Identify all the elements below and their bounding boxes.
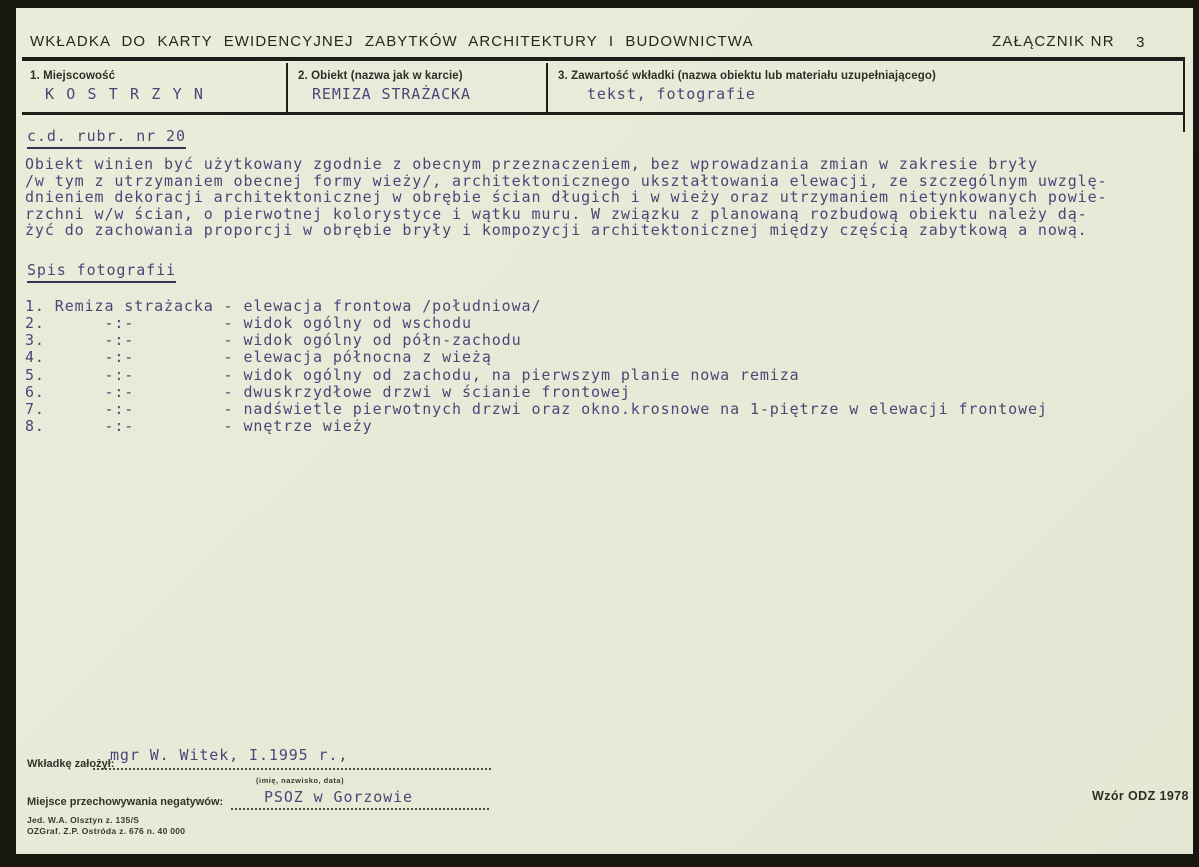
attachment-number [992,33,1146,50]
field-obiekt [286,63,546,112]
paragraph-line: żyć do zachowania proporcji w obrębie bryły i kompozycji architektonicznej między częścią zabytkową a nową. [25,221,1088,240]
photo-list-item: 4. -:- - elewacja północna z wieżą [25,348,492,367]
section-heading: c.d. rubr. nr 20 [27,127,186,149]
negatives-label: Miejsce przechowywania negatywów: [27,796,224,808]
form-code: Wzór ODZ 1978 [1092,789,1189,803]
photo-list-item: 8. -:- - wnętrze wieży [25,416,373,435]
print-info-line2: OZGraf. Z.P. Ostróda z. 676 n. 40 000 [27,825,186,836]
photo-list-item: 1. Remiza strażacka - elewacja frontowa /południowa/ [25,297,542,315]
founder-dotted-line [93,768,491,770]
form-title: WKŁADKA DO KARTY EWIDENCYJNEJ ZABYTKÓW ARCHITEKTURY I BUDOWNICTWA [30,33,754,50]
founder-hint: (imię, nazwisko, data) [256,776,345,785]
fields-table [22,63,1185,115]
field-zawartosc-value: tekst, fotografie [587,85,756,103]
photo-list [25,298,1048,435]
paragraph-line: Obiekt winien być użytkowany zgodnie z obecnym przeznaczeniem, bez wprowadzania zmian w zakresie bryły [25,155,1038,173]
field-zawartosc [546,63,1183,112]
field-miejscowosc-label: 1. Miejscowość [30,70,116,82]
field-obiekt-label: 2. Obiekt (nazwa jak w karcie) [298,70,463,82]
field-obiekt-value: REMIZA STRAŻACKA [312,85,471,103]
photo-list-item: 5. -:- - widok ogólny od zachodu, na pierwszym planie nowa remiza [25,365,800,384]
paragraph-line: rzchni w/w ścian, o pierwotnej kolorystyce i wątku muru. W związku z planowaną rozbudową obiektu należy dą- [25,204,1088,223]
print-info [27,815,185,836]
founder-value: mgr W. Witek, I.1995 r., [110,746,349,764]
field-zawartosc-label: 3. Zawartość wkładki (nazwa obiektu lub materiału uzupełniającego) [558,70,936,82]
negatives-dotted-line [231,808,489,810]
card-paper [16,8,1193,854]
description-paragraph [25,156,1107,239]
field-miejscowosc-value: K O S T R Z Y N [45,85,205,103]
founder-label: Wkładkę założył: [27,758,115,770]
photo-list-item: 2. -:- - widok ogólny od wschodu [25,314,472,333]
attachment-label: ZAŁĄCZNIK NR [992,33,1115,50]
header-divider [22,57,1185,61]
field-miejscowosc [22,63,286,112]
print-info-line1: Jed. W.A. Olsztyn z. 135/S [27,815,140,825]
photo-list-item: 3. -:- - widok ogólny od półn-zachodu [25,331,522,350]
photo-list-heading: Spis fotografii [27,261,176,283]
negatives-value: PSOZ w Gorzowie [264,788,413,806]
photo-list-item: 6. -:- - dwuskrzydłowe drzwi w ścianie frontowej [25,382,631,401]
paragraph-line: /w tym z utrzymaniem obecnej formy wieży/, architektonicznego ukształtowania elewacji, ze szczególnym uwzglę- [25,171,1108,190]
attachment-value: 3 [1136,34,1146,51]
paragraph-line: dnieniem dekoracji architektonicznej w obrębie ścian długich i w wieży oraz utrzymaniem nietynkowanych powie- [25,188,1108,207]
photo-list-item: 7. -:- - nadświetle pierwotnych drzwi oraz okno.krosnowe na 1-piętrze w elewacji frontowej [25,399,1048,418]
